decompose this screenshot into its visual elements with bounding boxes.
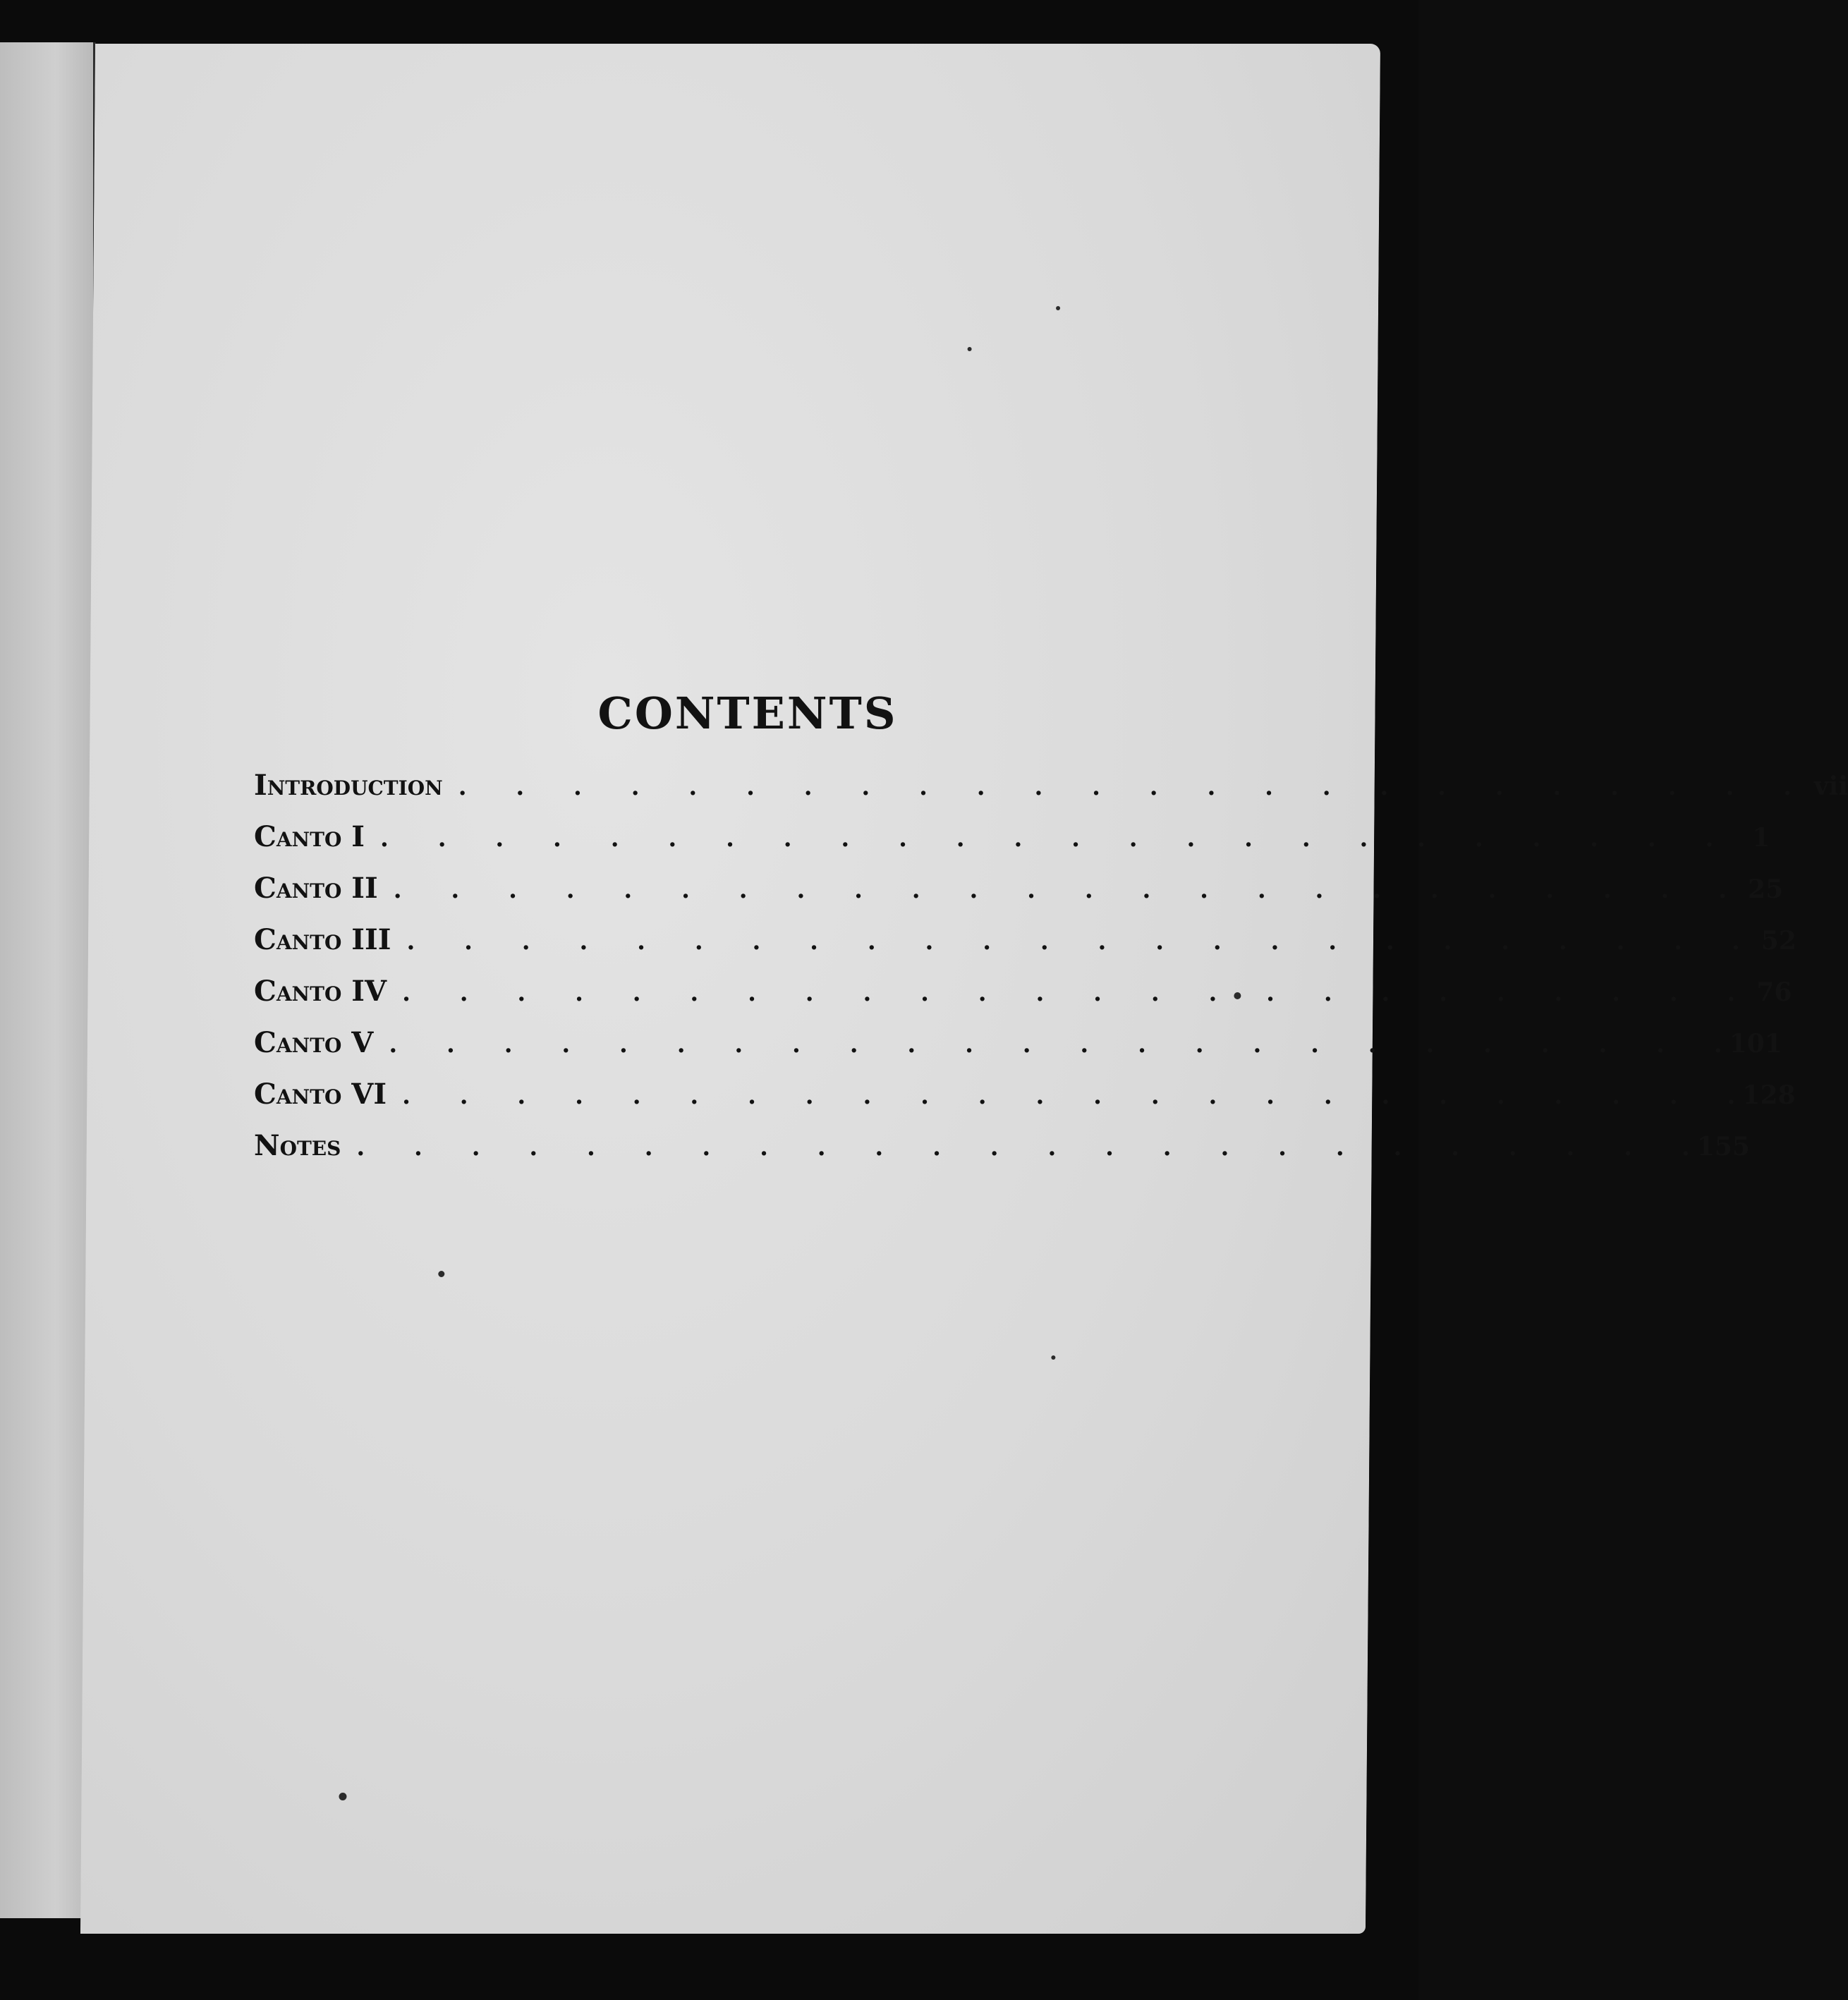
dot-leader: . . . . . . . . . . . . . . . . . . . . . . . . xyxy=(356,1133,1690,1161)
toc-page-number: 101 xyxy=(1729,1029,1782,1059)
toc-entry xyxy=(254,769,1848,820)
paper-speck xyxy=(339,1793,346,1800)
toc-entry xyxy=(254,1026,1782,1078)
dot-leader: . . . . . . . . . . . . . . . . . . . . . . . . xyxy=(402,1082,1736,1110)
toc-label: Canto I xyxy=(254,820,365,853)
toc-label: Canto II xyxy=(254,872,378,905)
toc-label: Canto IV xyxy=(254,975,387,1008)
dot-leader: . . . . . . . . . . . . . . . . . . . . . . . . xyxy=(389,1030,1722,1059)
toc-page-number: 155 xyxy=(1696,1132,1750,1161)
dot-leader: . . . . . . . . . . . . . . . . . . . . . . . . xyxy=(393,876,1727,904)
toc-label: Canto III xyxy=(254,923,391,956)
toc-page-number: 52 xyxy=(1761,926,1797,956)
toc-label: Canto V xyxy=(254,1026,374,1059)
toc-entry xyxy=(254,1078,1796,1129)
toc-entry xyxy=(254,1129,1750,1181)
toc-page-number: 128 xyxy=(1742,1080,1796,1110)
paper-speck xyxy=(438,1271,444,1277)
toc-page-number: vii xyxy=(1813,772,1848,801)
toc-page-number: 25 xyxy=(1747,874,1784,904)
paper-speck xyxy=(968,347,972,351)
table-of-contents xyxy=(254,688,1848,1181)
dot-leader: . . . . . . . . . . . . . . . . . . . . . . . . xyxy=(380,824,1714,853)
previous-page-edge xyxy=(0,42,96,1918)
toc-label: Canto VI xyxy=(254,1078,387,1111)
toc-label: Notes xyxy=(254,1129,341,1162)
toc-entry xyxy=(254,872,1784,923)
toc-entry xyxy=(254,975,1792,1026)
dot-leader: . . . . . . . . . . . . . . . . . . . . . . . . xyxy=(406,927,1740,956)
toc-page-number: 76 xyxy=(1756,977,1792,1007)
page-title: CONTENTS xyxy=(597,688,898,739)
dot-leader: . . . . . . . . . . . . . . . . . . . . . . . . xyxy=(458,773,1792,801)
toc-entry xyxy=(254,820,1770,872)
paper-speck xyxy=(1056,306,1060,310)
paper-speck xyxy=(1051,1355,1055,1360)
toc-page-number: 1 xyxy=(1752,823,1770,853)
toc-label: Introduction xyxy=(254,769,443,802)
dot-leader: . . . . . . . . . . . . . . . . . . . . . . . . xyxy=(402,979,1736,1007)
toc-entry xyxy=(254,923,1797,975)
